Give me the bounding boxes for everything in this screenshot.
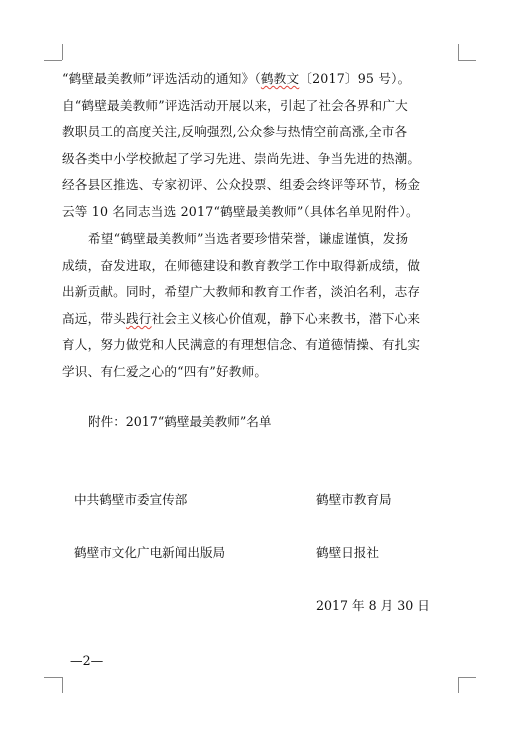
text-span: 〔2017〕95 号）。: [299, 71, 411, 86]
text-line: 希望“鹤壁最美教师”当选者要珍惜荣誉，谦虚谨慎，发扬: [88, 231, 409, 246]
body-paragraph-2: [62, 226, 472, 386]
text-line: 学识、有仁爱之心的“四有”好教师。: [62, 363, 268, 379]
text-line: 自“鹤壁最美教师”评选活动开展以来，引起了社会各界和广大: [62, 97, 408, 113]
text-line: 成绩，奋发进取，在师德建设和教育教学工作中取得新成绩，做: [62, 257, 421, 273]
signature-org-publicity-dept: 中共鹤壁市委宣传部: [74, 492, 188, 507]
crop-mark-bottom-right: [458, 677, 476, 678]
body-paragraph-1: [62, 66, 472, 226]
signature-org-daily-newspaper: 鹤壁日报社: [316, 545, 379, 560]
crop-mark-top-right-v: [458, 44, 459, 60]
text-line: [62, 306, 472, 333]
text-line: 经各县区推选、专家初评、公众投票、组委会终评等环节，杨金: [62, 177, 421, 193]
text-line: 出新贡献。同时，希望广大教师和教育工作者，淡泊名利，志存: [62, 284, 421, 300]
text-line: [62, 66, 472, 93]
signature-org-culture-bureau: 鹤壁市文化广电新闻出版局: [74, 545, 226, 560]
text-span: “鹤壁最美教师”评选活动的通知》（: [62, 71, 261, 86]
crop-mark-bottom-left-v: [62, 677, 63, 693]
page-number: —2—: [70, 653, 104, 668]
signature-org-education-bureau: 鹤壁市教育局: [316, 492, 392, 507]
crop-mark-bottom-left: [44, 677, 62, 678]
text-line: 教职员工的高度关注,反响强烈,公众参与热情空前高涨,全市各: [62, 124, 408, 140]
text-span: 高远，带头: [62, 310, 126, 326]
text-line: 育人，努力做党和人民满意的有理想信念、有道德情操、有扎实: [62, 337, 421, 353]
crop-mark-bottom-right-v: [458, 677, 459, 693]
attachment-line: 附件：2017“鹤壁最美教师”名单: [88, 414, 272, 429]
text-line: 级各类中小学校掀起了学习先进、崇尚先进、争当先进的热潮。: [62, 150, 421, 166]
crop-mark-top-left-v: [62, 44, 63, 60]
signature-date: 2017 年 8 月 30 日: [316, 598, 430, 613]
spellcheck-word: 践行: [125, 310, 152, 326]
document-reference: 鹤教文: [260, 71, 300, 86]
crop-mark-top-left: [44, 60, 62, 61]
text-line: 云等 10 名同志当选 2017“鹤壁最美教师”（具体名单见附件）。: [62, 203, 419, 219]
crop-mark-top-right: [458, 60, 476, 61]
text-span: 社会主义核心价值观，静下心来教书，潜下心来: [151, 310, 421, 326]
